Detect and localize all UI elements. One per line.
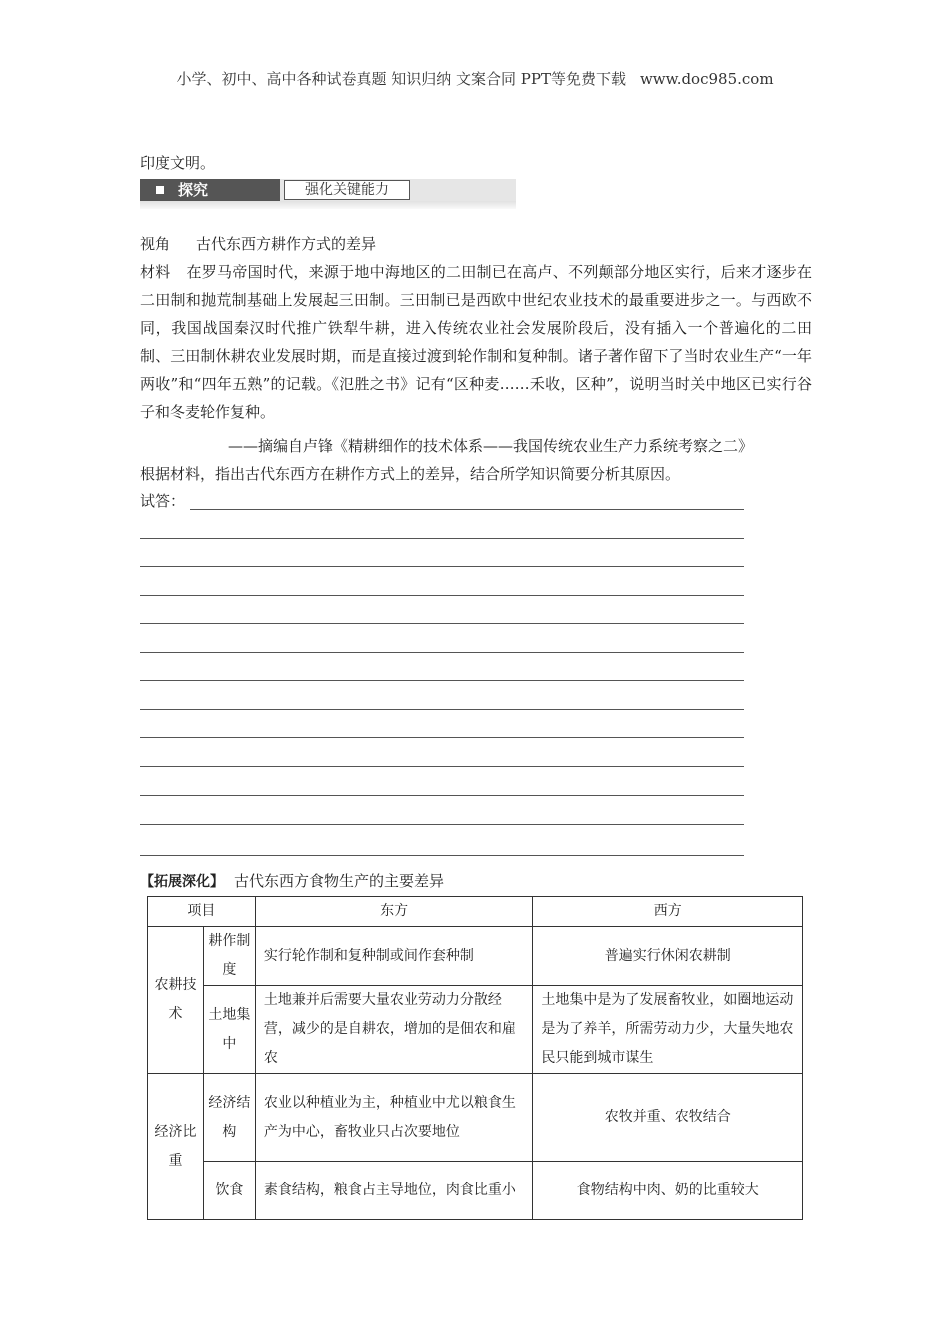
extension-title: 古代东西方食物生产的主要差异 bbox=[234, 872, 445, 890]
row-label: 经济结构 bbox=[203, 1074, 255, 1162]
material-paragraph bbox=[140, 258, 812, 426]
answer-line[interactable] bbox=[140, 766, 744, 767]
answer-line[interactable] bbox=[140, 855, 744, 856]
angle-heading bbox=[140, 230, 812, 258]
banner-tag bbox=[140, 179, 280, 201]
banner-title: 强化关键能力 bbox=[284, 180, 410, 200]
table-header-row bbox=[148, 897, 803, 927]
group-label: 农耕技术 bbox=[148, 927, 204, 1074]
cell-west: 食物结构中肉、奶的比重较大 bbox=[533, 1162, 803, 1220]
cell-west: 农牧并重、农牧结合 bbox=[533, 1074, 803, 1162]
table-row bbox=[148, 986, 803, 1074]
table-row bbox=[148, 1074, 803, 1162]
section-banner bbox=[140, 179, 516, 209]
answer-line[interactable] bbox=[140, 595, 744, 596]
answer-line[interactable] bbox=[140, 680, 744, 681]
row-label: 土地集中 bbox=[203, 986, 255, 1074]
row-label: 耕作制度 bbox=[203, 927, 255, 986]
cell-east: 农业以种植业为主，种植业中尤以粮食生产为中心，畜牧业只占次要地位 bbox=[255, 1074, 533, 1162]
answer-label: 试答： bbox=[140, 492, 186, 510]
comparison-table bbox=[147, 896, 803, 1220]
angle-title: 古代东西方耕作方式的差异 bbox=[196, 235, 377, 253]
square-bullet-icon bbox=[156, 186, 164, 194]
angle-label: 视角 bbox=[140, 235, 171, 253]
header-item: 项目 bbox=[148, 897, 256, 927]
answer-line[interactable] bbox=[190, 509, 744, 510]
group-label: 经济比重 bbox=[148, 1074, 204, 1220]
header-text: 小学、初中、高中各种试卷真题 知识归纳 文案合同 PPT等免费下载 bbox=[176, 70, 626, 88]
header-url: www.doc985.com bbox=[639, 70, 774, 88]
answer-line[interactable] bbox=[140, 737, 744, 738]
intro-text: 印度文明。 bbox=[140, 154, 216, 172]
banner-tag-label: 探究 bbox=[178, 181, 209, 199]
table-row bbox=[148, 1162, 803, 1220]
table-row bbox=[148, 927, 803, 986]
material-label: 材料 bbox=[140, 263, 171, 281]
answer-line[interactable] bbox=[140, 652, 744, 653]
answer-line[interactable] bbox=[140, 623, 744, 624]
banner-shadow bbox=[140, 201, 516, 209]
cell-east: 素食结构，粮食占主导地位，肉食比重小 bbox=[255, 1162, 533, 1220]
answer-line[interactable] bbox=[140, 795, 744, 796]
header-west: 西方 bbox=[533, 897, 803, 927]
material-citation: ——摘编自卢锋《精耕细作的技术体系——我国传统农业生产力系统考察之二》 bbox=[228, 437, 754, 455]
answer-line[interactable] bbox=[140, 709, 744, 710]
extension-heading bbox=[140, 870, 444, 891]
cell-east: 实行轮作制和复种制或间作套种制 bbox=[255, 927, 533, 986]
cell-west: 土地集中是为了发展畜牧业，如圈地运动是为了养羊，所需劳动力少，大量失地农民只能到城市谋生 bbox=[533, 986, 803, 1074]
answer-line[interactable] bbox=[140, 824, 744, 825]
cell-east: 土地兼并后需要大量农业劳动力分散经营，减少的是自耕农，增加的是佃农和雇农 bbox=[255, 986, 533, 1074]
page-header bbox=[0, 68, 950, 89]
answer-line[interactable] bbox=[140, 538, 744, 539]
answer-line[interactable] bbox=[140, 566, 744, 567]
material-text: 在罗马帝国时代，来源于地中海地区的二田制已在高卢、不列颠部分地区实行，后来才逐步在二田制和抛荒制基础上发展起三田制。三田制已是西欧中世纪农业技术的最重要进步之一。与西欧不同，我国战国秦汉时代推广铁犁牛耕，进入传统农业社会发展阶段后，没有插入一个普遍化的二田制、三田制休耕农业发展时期，而是直接过渡到轮作制和复种制。诸子著作留下了当时农业生产“一年两收”和“四年五熟”的记载。《氾胜之书》记有“区种麦……禾收，区种”，说明当时关中地区已实行谷子和冬麦轮作复种。 bbox=[140, 263, 812, 421]
task-question: 根据材料，指出古代东西方在耕作方式上的差异，结合所学知识简要分析其原因。 bbox=[140, 465, 681, 483]
extension-tag: 【拓展深化】 bbox=[140, 874, 224, 890]
header-east: 东方 bbox=[255, 897, 533, 927]
row-label: 饮食 bbox=[203, 1162, 255, 1220]
cell-west: 普遍实行休闲农耕制 bbox=[533, 927, 803, 986]
